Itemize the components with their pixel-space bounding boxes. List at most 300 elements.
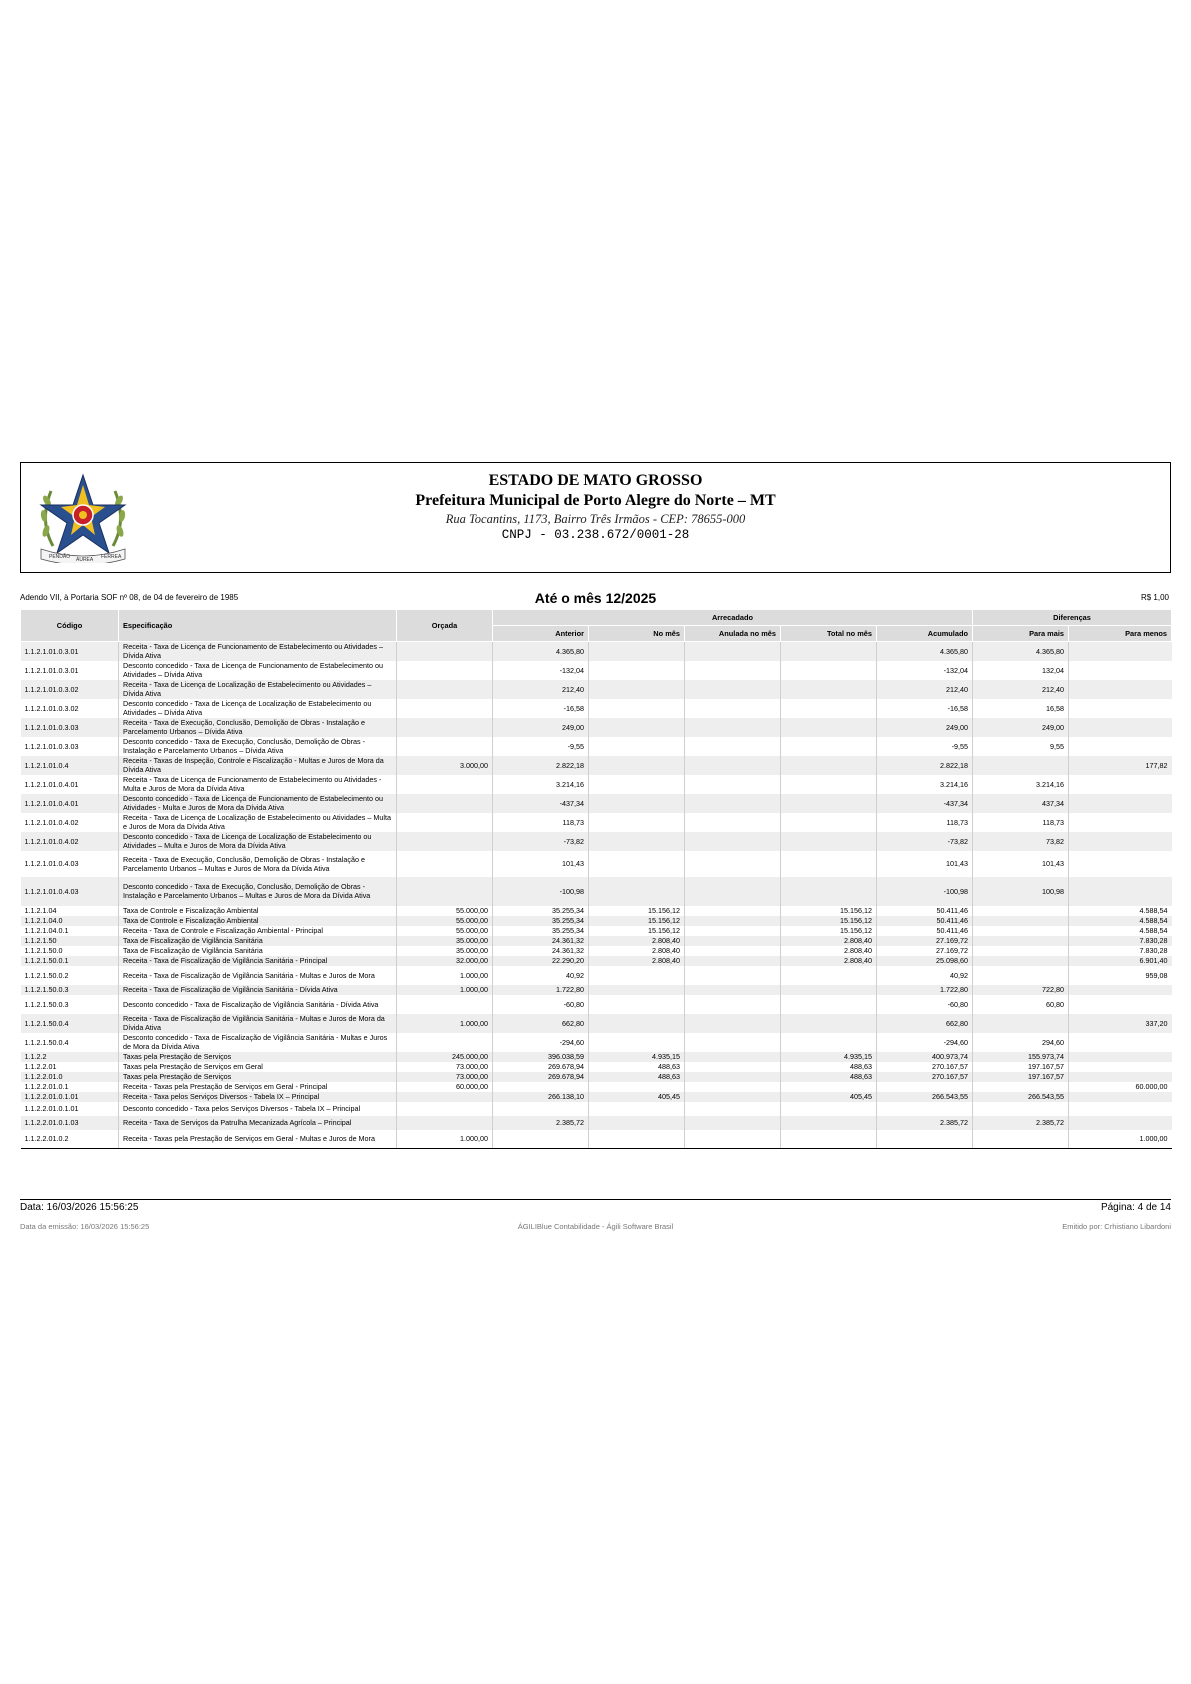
cell-anulada-no-mes	[685, 906, 781, 916]
cell-para-mais: 60,80	[973, 995, 1069, 1014]
cell-anulada-no-mes	[685, 877, 781, 906]
cell-para-menos	[1069, 832, 1172, 851]
cell-especificacao: Desconto concedido - Taxa de Fiscalização de Vigilância Sanitária - Dívida Ativa	[119, 995, 397, 1014]
cell-anulada-no-mes	[685, 851, 781, 877]
cell-anterior	[493, 1082, 589, 1092]
cell-especificacao: Receita - Taxa de Licença de Funcionamento de Estabelecimento ou Atividades - Multa e Juros de Mora da Dívida Ativa	[119, 775, 397, 794]
cell-orcada: 35.000,00	[397, 946, 493, 956]
cell-total-no-mes	[781, 832, 877, 851]
cell-especificacao: Receita - Taxas pela Prestação de Serviços em Geral - Multas e Juros de Mora	[119, 1130, 397, 1149]
cell-no-mes	[589, 737, 685, 756]
cell-orcada	[397, 718, 493, 737]
cell-para-mais: 100,98	[973, 877, 1069, 906]
table-row	[21, 737, 1172, 756]
cell-especificacao: Desconto concedido - Taxa de Execução, Conclusão, Demolição de Obras - Instalação e Parcelamento Urbanos – Dívida Ativa	[119, 737, 397, 756]
cell-anterior: -437,34	[493, 794, 589, 813]
cell-codigo: 1.1.2.1.01.0.3.02	[21, 680, 119, 699]
cell-acumulado	[877, 1130, 973, 1149]
cell-anterior: 4.365,80	[493, 642, 589, 661]
table-row	[21, 1052, 1172, 1062]
cell-especificacao: Desconto concedido - Taxa de Licença de Funcionamento de Estabelecimento ou Atividades – Dívida Ativa	[119, 661, 397, 680]
table-row	[21, 946, 1172, 956]
cell-para-mais: 197.167,57	[973, 1062, 1069, 1072]
cell-para-menos	[1069, 642, 1172, 661]
cell-total-no-mes	[781, 1033, 877, 1052]
cell-anterior: 212,40	[493, 680, 589, 699]
cell-para-mais	[973, 1102, 1069, 1116]
table-row	[21, 661, 1172, 680]
cell-codigo: 1.1.2.2.01.0	[21, 1072, 119, 1082]
cell-codigo: 1.1.2.1.01.0.3.03	[21, 737, 119, 756]
cell-codigo: 1.1.2.1.50.0.3	[21, 995, 119, 1014]
cell-para-mais: 118,73	[973, 813, 1069, 832]
cell-total-no-mes: 4.935,15	[781, 1052, 877, 1062]
cell-para-menos	[1069, 851, 1172, 877]
cell-orcada	[397, 699, 493, 718]
cell-especificacao: Desconto concedido - Taxa de Licença de Localização de Estabelecimento ou Atividades – Multa e Juros de Mora da Dívida Ativa	[119, 832, 397, 851]
cell-codigo: 1.1.2.1.50.0.2	[21, 966, 119, 985]
cell-especificacao: Taxas pela Prestação de Serviços	[119, 1072, 397, 1082]
cnpj: CNPJ - 03.238.672/0001-28	[501, 528, 690, 542]
table-row	[21, 1102, 1172, 1116]
cell-acumulado: 1.722,80	[877, 985, 973, 995]
cell-no-mes: 2.808,40	[589, 946, 685, 956]
cell-especificacao: Desconto concedido - Taxa de Execução, Conclusão, Demolição de Obras - Instalação e Parcelamento Urbanos – Multas e Juros de Mora da Dívida Ativa	[119, 877, 397, 906]
cell-total-no-mes	[781, 1014, 877, 1033]
col-header-total-no-mes: Total no mês	[781, 626, 877, 642]
cell-codigo: 1.1.2.1.01.0.4.02	[21, 813, 119, 832]
cell-para-mais	[973, 1082, 1069, 1092]
cell-orcada	[397, 661, 493, 680]
cell-anulada-no-mes	[685, 1102, 781, 1116]
cell-acumulado: 50.411,46	[877, 916, 973, 926]
cell-orcada: 73.000,00	[397, 1062, 493, 1072]
cell-anulada-no-mes	[685, 1033, 781, 1052]
cell-total-no-mes	[781, 775, 877, 794]
cell-codigo: 1.1.2.1.01.0.4.02	[21, 832, 119, 851]
cell-para-menos: 337,20	[1069, 1014, 1172, 1033]
cell-especificacao: Receita - Taxa de Fiscalização de Vigilância Sanitária - Multas e Juros de Mora da Dívida Ativa	[119, 1014, 397, 1033]
page-number: Página: 4 de 14	[1100, 1202, 1171, 1213]
cell-para-menos: 1.000,00	[1069, 1130, 1172, 1149]
cell-orcada	[397, 877, 493, 906]
cell-total-no-mes	[781, 680, 877, 699]
cell-orcada: 245.000,00	[397, 1052, 493, 1062]
cell-para-menos	[1069, 699, 1172, 718]
cell-no-mes	[589, 680, 685, 699]
cell-para-mais: 101,43	[973, 851, 1069, 877]
cell-codigo: 1.1.2.1.50	[21, 936, 119, 946]
cell-total-no-mes: 2.808,40	[781, 956, 877, 966]
cell-orcada	[397, 1033, 493, 1052]
footer-divider	[20, 1199, 1171, 1200]
cell-orcada	[397, 794, 493, 813]
cell-para-menos	[1069, 995, 1172, 1014]
cell-para-menos: 959,08	[1069, 966, 1172, 985]
cell-no-mes	[589, 832, 685, 851]
cell-especificacao: Desconto concedido - Taxa pelos Serviços Diversos - Tabela IX – Principal	[119, 1102, 397, 1116]
cell-acumulado: 212,40	[877, 680, 973, 699]
cell-especificacao: Receita - Taxa de Fiscalização de Vigilância Sanitária - Dívida Ativa	[119, 985, 397, 995]
cell-para-mais	[973, 1130, 1069, 1149]
emission-date: Data da emissão: 16/03/2026 15:56:25	[20, 1222, 150, 1231]
table-row	[21, 1062, 1172, 1072]
cell-total-no-mes	[781, 1102, 877, 1116]
cell-para-menos	[1069, 794, 1172, 813]
cell-para-menos	[1069, 877, 1172, 906]
cell-total-no-mes: 15.156,12	[781, 916, 877, 926]
cell-orcada	[397, 832, 493, 851]
col-header-codigo: Código	[21, 610, 119, 642]
cell-acumulado: -73,82	[877, 832, 973, 851]
software-credit: ÁGILIBlue Contabilidade - Ágili Software Brasil	[517, 1222, 674, 1231]
cell-no-mes	[589, 985, 685, 995]
cell-para-mais: 294,60	[973, 1033, 1069, 1052]
cell-acumulado: -100,98	[877, 877, 973, 906]
cell-anterior: 35.255,34	[493, 906, 589, 916]
cell-anulada-no-mes	[685, 1052, 781, 1062]
table-row	[21, 1082, 1172, 1092]
cell-especificacao: Desconto concedido - Taxa de Licença de Funcionamento de Estabelecimento ou Atividades - Multa e Juros de Mora da Dívida Ativa	[119, 794, 397, 813]
cell-para-menos	[1069, 718, 1172, 737]
cell-orcada: 55.000,00	[397, 916, 493, 926]
cell-no-mes	[589, 699, 685, 718]
cell-especificacao: Receita - Taxa de Licença de Localização de Estabelecimento ou Atividades – Dívida Ativa	[119, 680, 397, 699]
cell-para-mais: 9,55	[973, 737, 1069, 756]
cell-especificacao: Taxa de Fiscalização de Vigilância Sanitária	[119, 946, 397, 956]
cell-especificacao: Receita - Taxa de Execução, Conclusão, Demolição de Obras - Instalação e Parcelamento Urbanos – Dívida Ativa	[119, 718, 397, 737]
cell-no-mes: 405,45	[589, 1092, 685, 1102]
emitted-by: Emitido por: Crhistiano Libardoni	[1062, 1222, 1171, 1231]
cell-total-no-mes	[781, 813, 877, 832]
table-row	[21, 1072, 1172, 1082]
table-row	[21, 966, 1172, 985]
cell-anterior: 24.361,32	[493, 936, 589, 946]
col-group-arrecadado: Arrecadado	[493, 610, 973, 626]
cell-para-menos	[1069, 1072, 1172, 1082]
cell-para-mais: 722,80	[973, 985, 1069, 995]
cell-no-mes	[589, 966, 685, 985]
cell-para-mais	[973, 966, 1069, 985]
cell-anterior: 2.822,18	[493, 756, 589, 775]
cell-total-no-mes: 2.808,40	[781, 946, 877, 956]
cell-para-menos	[1069, 680, 1172, 699]
cell-especificacao: Receita - Taxas pela Prestação de Serviços em Geral - Principal	[119, 1082, 397, 1092]
cell-para-mais: 4.365,80	[973, 642, 1069, 661]
cell-para-menos: 177,82	[1069, 756, 1172, 775]
table-body	[21, 642, 1172, 1149]
cell-especificacao: Receita - Taxa de Fiscalização de Vigilância Sanitária - Multas e Juros de Mora	[119, 966, 397, 985]
cell-orcada	[397, 642, 493, 661]
cell-acumulado: 270.167,57	[877, 1062, 973, 1072]
cell-para-menos: 7.830,28	[1069, 936, 1172, 946]
cell-acumulado: 27.169,72	[877, 946, 973, 956]
cell-para-mais	[973, 926, 1069, 936]
svg-text:FERREA: FERREA	[101, 554, 122, 560]
cell-no-mes	[589, 995, 685, 1014]
cell-no-mes	[589, 1082, 685, 1092]
cell-codigo: 1.1.2.1.01.0.3.03	[21, 718, 119, 737]
prefecture-name: Prefeitura Municipal de Porto Alegre do Norte – MT	[415, 492, 776, 509]
cell-orcada	[397, 1102, 493, 1116]
cell-anulada-no-mes	[685, 946, 781, 956]
cell-anterior: -73,82	[493, 832, 589, 851]
cell-orcada: 1.000,00	[397, 985, 493, 995]
cell-anterior: 396.038,59	[493, 1052, 589, 1062]
table-row	[21, 877, 1172, 906]
table-row	[21, 1116, 1172, 1130]
cell-para-mais	[973, 1014, 1069, 1033]
cell-total-no-mes	[781, 642, 877, 661]
cell-para-menos	[1069, 737, 1172, 756]
cell-anulada-no-mes	[685, 680, 781, 699]
svg-text:PENDÃO: PENDÃO	[49, 554, 71, 560]
cell-codigo: 1.1.2.2	[21, 1052, 119, 1062]
cell-codigo: 1.1.2.1.04	[21, 906, 119, 916]
table-row	[21, 1130, 1172, 1149]
cell-anulada-no-mes	[685, 985, 781, 995]
revenue-table	[20, 609, 1172, 1149]
cell-acumulado	[877, 1102, 973, 1116]
cell-para-mais	[973, 946, 1069, 956]
cell-para-menos	[1069, 1052, 1172, 1062]
cell-codigo: 1.1.2.2.01.0.2	[21, 1130, 119, 1149]
cell-codigo: 1.1.2.2.01.0.1.03	[21, 1116, 119, 1130]
cell-especificacao: Receita - Taxa pelos Serviços Diversos - Tabela IX – Principal	[119, 1092, 397, 1102]
cell-total-no-mes	[781, 966, 877, 985]
cell-acumulado: 249,00	[877, 718, 973, 737]
table-row	[21, 916, 1172, 926]
cell-anulada-no-mes	[685, 756, 781, 775]
cell-anterior: 269.678,94	[493, 1072, 589, 1082]
cell-anulada-no-mes	[685, 642, 781, 661]
cell-acumulado: -132,04	[877, 661, 973, 680]
cell-para-mais: 249,00	[973, 718, 1069, 737]
cell-anterior: 35.255,34	[493, 916, 589, 926]
cell-anterior: -294,60	[493, 1033, 589, 1052]
col-header-para-mais: Para mais	[973, 626, 1069, 642]
cell-anterior: -9,55	[493, 737, 589, 756]
cell-orcada: 55.000,00	[397, 906, 493, 916]
cell-para-mais	[973, 936, 1069, 946]
cell-para-menos	[1069, 985, 1172, 995]
cell-para-mais	[973, 756, 1069, 775]
cell-codigo: 1.1.2.2.01	[21, 1062, 119, 1072]
cell-para-menos: 6.901,40	[1069, 956, 1172, 966]
table-row	[21, 699, 1172, 718]
cell-total-no-mes	[781, 699, 877, 718]
cell-acumulado: 270.167,57	[877, 1072, 973, 1082]
col-header-anterior: Anterior	[493, 626, 589, 642]
cell-orcada	[397, 813, 493, 832]
cell-total-no-mes	[781, 1130, 877, 1149]
table-row	[21, 985, 1172, 995]
cell-no-mes	[589, 1102, 685, 1116]
cell-anulada-no-mes	[685, 1072, 781, 1082]
cell-para-mais: 155.973,74	[973, 1052, 1069, 1062]
cell-para-mais: 266.543,55	[973, 1092, 1069, 1102]
col-header-acumulado: Acumulado	[877, 626, 973, 642]
cell-anterior: 662,80	[493, 1014, 589, 1033]
table-row	[21, 956, 1172, 966]
cell-acumulado: 25.098,60	[877, 956, 973, 966]
cell-anterior: -60,80	[493, 995, 589, 1014]
table-row	[21, 680, 1172, 699]
cell-orcada	[397, 737, 493, 756]
cell-anulada-no-mes	[685, 1014, 781, 1033]
cell-acumulado: 400.973,74	[877, 1052, 973, 1062]
cell-anulada-no-mes	[685, 1116, 781, 1130]
table-row	[21, 832, 1172, 851]
cell-especificacao: Receita - Taxa de Execução, Conclusão, Demolição de Obras - Instalação e Parcelamento Urbanos – Multas e Juros de Mora da Dívida Ativa	[119, 851, 397, 877]
cell-acumulado: 50.411,46	[877, 906, 973, 916]
report-subheader	[20, 590, 1171, 610]
cell-para-mais: 3.214,16	[973, 775, 1069, 794]
cell-acumulado: 101,43	[877, 851, 973, 877]
cell-orcada: 1.000,00	[397, 1130, 493, 1149]
cell-para-menos: 7.830,28	[1069, 946, 1172, 956]
cell-acumulado	[877, 1082, 973, 1092]
cell-anterior: 249,00	[493, 718, 589, 737]
cell-anterior: 118,73	[493, 813, 589, 832]
cell-codigo: 1.1.2.2.01.0.1	[21, 1082, 119, 1092]
cell-anulada-no-mes	[685, 832, 781, 851]
cell-no-mes	[589, 851, 685, 877]
cell-para-menos: 4.588,54	[1069, 916, 1172, 926]
cell-especificacao: Taxa de Fiscalização de Vigilância Sanitária	[119, 936, 397, 946]
cell-orcada: 55.000,00	[397, 926, 493, 936]
cell-anterior: 35.255,34	[493, 926, 589, 936]
cell-no-mes: 2.808,40	[589, 936, 685, 946]
table-row	[21, 718, 1172, 737]
cell-especificacao: Desconto concedido - Taxa de Licença de Localização de Estabelecimento ou Atividades – Dívida Ativa	[119, 699, 397, 718]
cell-para-menos	[1069, 1102, 1172, 1116]
cell-para-menos	[1069, 661, 1172, 680]
cell-acumulado: -16,58	[877, 699, 973, 718]
cell-para-mais: 197.167,57	[973, 1072, 1069, 1082]
cell-no-mes	[589, 718, 685, 737]
cell-anulada-no-mes	[685, 1082, 781, 1092]
table-row	[21, 813, 1172, 832]
cell-codigo: 1.1.2.1.01.0.4.03	[21, 851, 119, 877]
cell-no-mes	[589, 813, 685, 832]
cell-especificacao: Receita - Taxa de Fiscalização de Vigilância Sanitária - Principal	[119, 956, 397, 966]
cell-orcada	[397, 851, 493, 877]
cell-orcada: 35.000,00	[397, 936, 493, 946]
cell-codigo: 1.1.2.1.04.0.1	[21, 926, 119, 936]
cell-codigo: 1.1.2.1.04.0	[21, 916, 119, 926]
col-header-para-menos: Para menos	[1069, 626, 1172, 642]
col-header-especificacao: Especificação	[119, 610, 397, 642]
cell-acumulado: 3.214,16	[877, 775, 973, 794]
cell-anulada-no-mes	[685, 926, 781, 936]
cell-no-mes	[589, 756, 685, 775]
cell-anterior: 2.385,72	[493, 1116, 589, 1130]
cell-anulada-no-mes	[685, 1092, 781, 1102]
table-row	[21, 995, 1172, 1014]
cell-anulada-no-mes	[685, 936, 781, 946]
cell-especificacao: Taxas pela Prestação de Serviços	[119, 1052, 397, 1062]
cell-anulada-no-mes	[685, 813, 781, 832]
cell-para-menos: 4.588,54	[1069, 926, 1172, 936]
cell-no-mes: 4.935,15	[589, 1052, 685, 1062]
cell-para-mais	[973, 956, 1069, 966]
cell-acumulado: 4.365,80	[877, 642, 973, 661]
cell-anterior: -132,04	[493, 661, 589, 680]
cell-anulada-no-mes	[685, 1062, 781, 1072]
cell-anulada-no-mes	[685, 794, 781, 813]
footer-date: Data: 16/03/2026 15:56:25	[20, 1202, 139, 1213]
cell-anterior: 1.722,80	[493, 985, 589, 995]
cell-especificacao: Receita - Taxa de Licença de Localização de Estabelecimento ou Atividades – Multa e Juros de Mora da Dívida Ativa	[119, 813, 397, 832]
currency-unit: R$ 1,00	[1140, 593, 1169, 602]
cell-anterior: 22.290,20	[493, 956, 589, 966]
cell-no-mes	[589, 1014, 685, 1033]
address: Rua Tocantins, 1173, Bairro Três Irmãos - CEP: 78655-000	[445, 512, 746, 526]
table-row	[21, 1092, 1172, 1102]
cell-total-no-mes	[781, 661, 877, 680]
cell-orcada	[397, 1116, 493, 1130]
cell-total-no-mes: 2.808,40	[781, 936, 877, 946]
cell-orcada	[397, 775, 493, 794]
cell-anterior: 3.214,16	[493, 775, 589, 794]
cell-anulada-no-mes	[685, 995, 781, 1014]
col-header-no-mes: No mês	[589, 626, 685, 642]
cell-codigo: 1.1.2.1.50.0	[21, 946, 119, 956]
cell-acumulado: -294,60	[877, 1033, 973, 1052]
table-row	[21, 851, 1172, 877]
cell-acumulado: 266.543,55	[877, 1092, 973, 1102]
cell-acumulado: -437,34	[877, 794, 973, 813]
cell-para-menos	[1069, 1062, 1172, 1072]
cell-total-no-mes	[781, 1082, 877, 1092]
state-name: ESTADO DE MATO GROSSO	[488, 472, 703, 489]
cell-no-mes	[589, 661, 685, 680]
table-row	[21, 756, 1172, 775]
cell-anulada-no-mes	[685, 956, 781, 966]
cell-para-menos: 60.000,00	[1069, 1082, 1172, 1092]
cell-codigo: 1.1.2.1.50.0.4	[21, 1014, 119, 1033]
cell-no-mes: 15.156,12	[589, 906, 685, 916]
cell-codigo: 1.1.2.1.01.0.3.01	[21, 642, 119, 661]
cell-especificacao: Taxas pela Prestação de Serviços em Geral	[119, 1062, 397, 1072]
cell-no-mes	[589, 775, 685, 794]
cell-anulada-no-mes	[685, 916, 781, 926]
table-row	[21, 936, 1172, 946]
cell-para-mais: 132,04	[973, 661, 1069, 680]
cell-no-mes: 2.808,40	[589, 956, 685, 966]
cell-acumulado: 40,92	[877, 966, 973, 985]
cell-anterior: -16,58	[493, 699, 589, 718]
cell-no-mes: 15.156,12	[589, 926, 685, 936]
cell-anulada-no-mes	[685, 966, 781, 985]
cell-codigo: 1.1.2.1.01.0.4.03	[21, 877, 119, 906]
cell-para-menos	[1069, 813, 1172, 832]
cell-codigo: 1.1.2.1.01.0.4.01	[21, 775, 119, 794]
cell-total-no-mes	[781, 985, 877, 995]
cell-orcada	[397, 1092, 493, 1102]
cell-total-no-mes: 488,63	[781, 1062, 877, 1072]
cell-especificacao: Taxa de Controle e Fiscalização Ambiental	[119, 916, 397, 926]
cell-total-no-mes	[781, 737, 877, 756]
cell-acumulado: 50.411,46	[877, 926, 973, 936]
cell-anulada-no-mes	[685, 775, 781, 794]
cell-acumulado: -60,80	[877, 995, 973, 1014]
cell-codigo: 1.1.2.1.01.0.4.01	[21, 794, 119, 813]
cell-no-mes	[589, 642, 685, 661]
cell-especificacao: Receita - Taxas de Inspeção, Controle e Fiscalização - Multas e Juros de Mora da Dívida Ativa	[119, 756, 397, 775]
cell-anulada-no-mes	[685, 699, 781, 718]
